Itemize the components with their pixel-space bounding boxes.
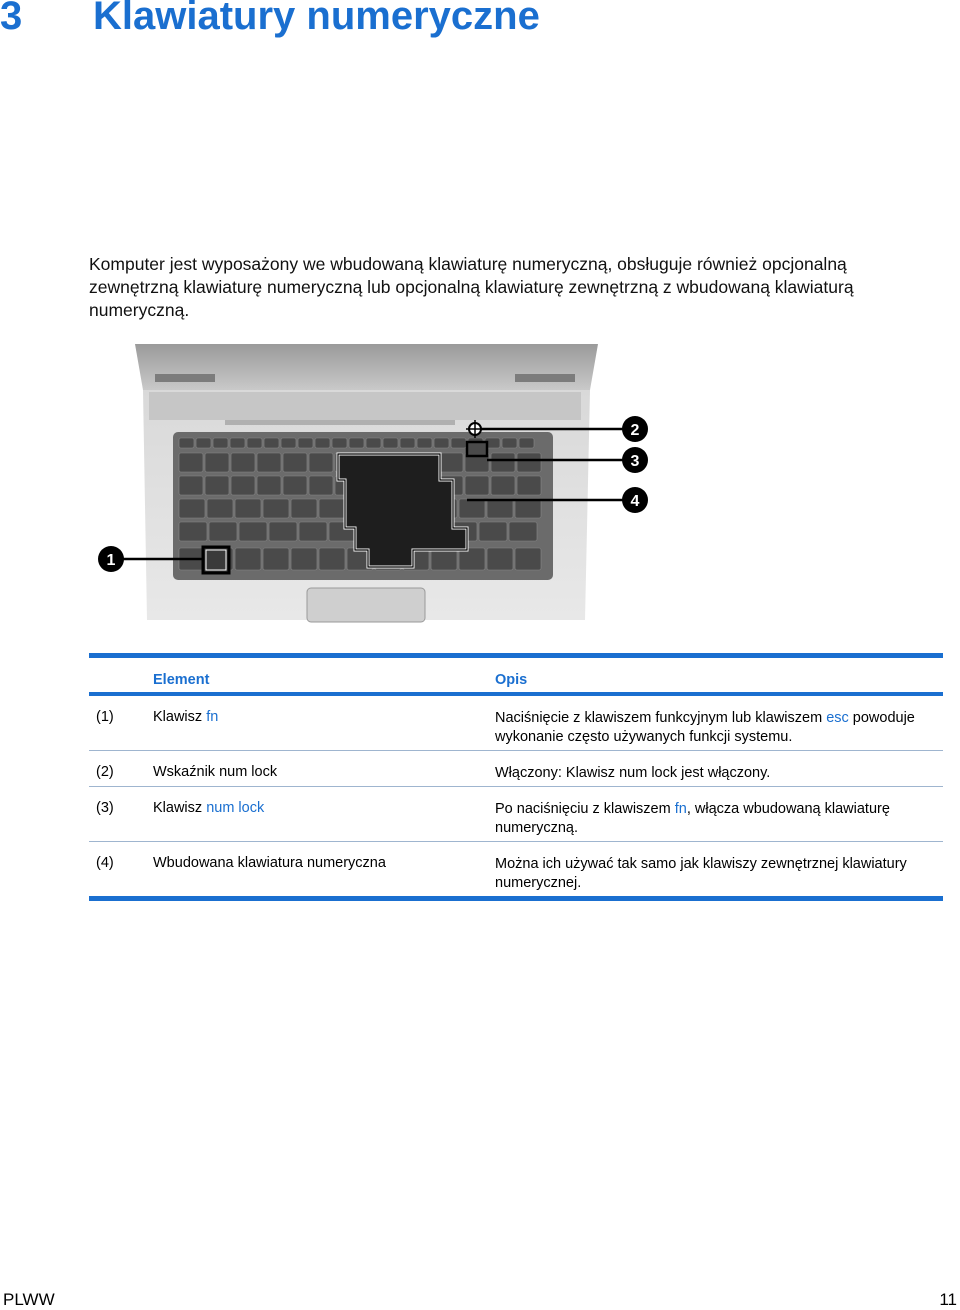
callout-2: [622, 416, 648, 442]
keyboard-key: [319, 548, 345, 570]
keyboard-key: [299, 522, 327, 541]
keyboard-key: [298, 438, 313, 448]
row-element: Wbudowana klawiatura numeryczna: [153, 855, 386, 871]
laptop-keyboard-illustration: [95, 340, 655, 630]
laptop-lid: [135, 344, 598, 390]
keyboard-key: [502, 438, 517, 448]
row-number: (4): [96, 855, 114, 871]
keyboard-key: [309, 453, 333, 472]
row-description: Można ich używać tak samo jak klawiszy zewnętrznej klawiatury numerycznej.: [495, 856, 907, 891]
table-row: [89, 842, 943, 896]
row-element: Klawisz num lock: [153, 800, 265, 816]
chapter-number: 3: [0, 0, 23, 38]
keyboard-key: [247, 438, 262, 448]
keyboard-key: [459, 499, 485, 518]
keyboard-key: [515, 548, 541, 570]
keyboard-key: [263, 548, 289, 570]
table-row: [89, 787, 943, 842]
keyboard-key: [235, 499, 261, 518]
keyboard-key: [205, 453, 229, 472]
svg-text:3: 3: [630, 453, 640, 470]
keyboard-key: [239, 522, 267, 541]
keyboard-key: [230, 438, 245, 448]
keyboard-key: [179, 522, 207, 541]
callout-4: [622, 487, 648, 513]
footer-page-number: 11: [939, 1290, 957, 1309]
keyboard-key: [213, 438, 228, 448]
keyboard-key: [517, 453, 541, 472]
table-row: [89, 751, 943, 787]
intro-paragraph: Komputer jest wyposażony we wbudowaną klawiaturę numeryczną, obsługuje również opcjonalną zewnętrzną klawiaturę numeryczną lub opcjonalną klawiaturę zewnętrzną z wbudowaną klawiaturą numeryczną.: [89, 254, 854, 320]
callout-3: [622, 447, 648, 473]
row-description: Naciśnięcie z klawiszem funkcyjnym lub klawiszem esc powoduje wykonanie często używanych funkcji systemu.: [495, 710, 915, 745]
keyboard-key: [417, 438, 432, 448]
keyboard-key: [179, 438, 194, 448]
keyboard-key: [383, 438, 398, 448]
keyboard-key: [366, 438, 381, 448]
keyboard-key: [487, 548, 513, 570]
fn-key-highlight: [203, 547, 229, 573]
header-element: Element: [153, 672, 210, 688]
keyboard-figure: [95, 340, 655, 630]
keyboard-key: [209, 522, 237, 541]
keyboard-key: [205, 476, 229, 495]
keyboard-key: [515, 499, 541, 518]
svg-text:1: 1: [106, 552, 116, 569]
keyboard-key: [509, 522, 537, 541]
table-bottom-rule: [89, 896, 943, 901]
keyboard-key: [465, 476, 489, 495]
row-number: (2): [96, 764, 114, 780]
keyboard-key: [263, 499, 289, 518]
header-description: Opis: [495, 672, 528, 688]
svg-text:2: 2: [630, 422, 640, 439]
keyboard-key: [257, 453, 281, 472]
keyboard-key: [349, 438, 364, 448]
touchpad: [307, 588, 425, 622]
keyboard-key: [269, 522, 297, 541]
svg-text:4: 4: [630, 493, 640, 510]
table-header: [89, 658, 943, 692]
keyboard-key: [231, 476, 255, 495]
callout-1: [98, 546, 124, 572]
keyboard-key: [517, 476, 541, 495]
numlock-key-highlight: [467, 442, 487, 456]
keyboard-key: [491, 453, 515, 472]
keyboard-key: [400, 438, 415, 448]
row-element: Wskaźnik num lock: [153, 764, 278, 780]
keyboard-key: [487, 499, 513, 518]
keyboard-key: [283, 453, 307, 472]
keyboard-key: [309, 476, 333, 495]
keyboard-key: [319, 499, 345, 518]
keyboard-key: [207, 499, 233, 518]
keyboard-key: [434, 438, 449, 448]
table-row: [89, 696, 943, 751]
keyboard-key: [264, 438, 279, 448]
keyboard-key: [291, 548, 317, 570]
row-description: Po naciśnięciu z klawiszem fn, włącza wbudowaną klawiaturę numeryczną.: [495, 801, 890, 836]
keyboard-key: [179, 476, 203, 495]
keyboard-key: [479, 522, 507, 541]
keyboard-key: [281, 438, 296, 448]
keyboard-key: [179, 453, 203, 472]
keyboard-key: [235, 548, 261, 570]
components-table: [89, 653, 943, 901]
keyboard-key: [491, 476, 515, 495]
keyboard-key: [439, 453, 463, 472]
chapter-title: Klawiatury numeryczne: [93, 0, 540, 38]
row-number: (3): [96, 800, 114, 816]
keyboard-key: [283, 476, 307, 495]
keyboard-key: [291, 499, 317, 518]
keyboard-key: [332, 438, 347, 448]
footer-doc-code: PLWW: [3, 1290, 55, 1309]
keyboard-key: [179, 499, 205, 518]
row-number: (1): [96, 709, 114, 725]
keyboard-key: [315, 438, 330, 448]
row-description: Włączony: Klawisz num lock jest włączony.: [495, 765, 771, 781]
keyboard-key: [257, 476, 281, 495]
keyboard-key: [519, 438, 534, 448]
keyboard-key: [231, 453, 255, 472]
keyboard-key: [451, 438, 466, 448]
row-element: Klawisz fn: [153, 709, 219, 725]
keyboard-key: [196, 438, 211, 448]
